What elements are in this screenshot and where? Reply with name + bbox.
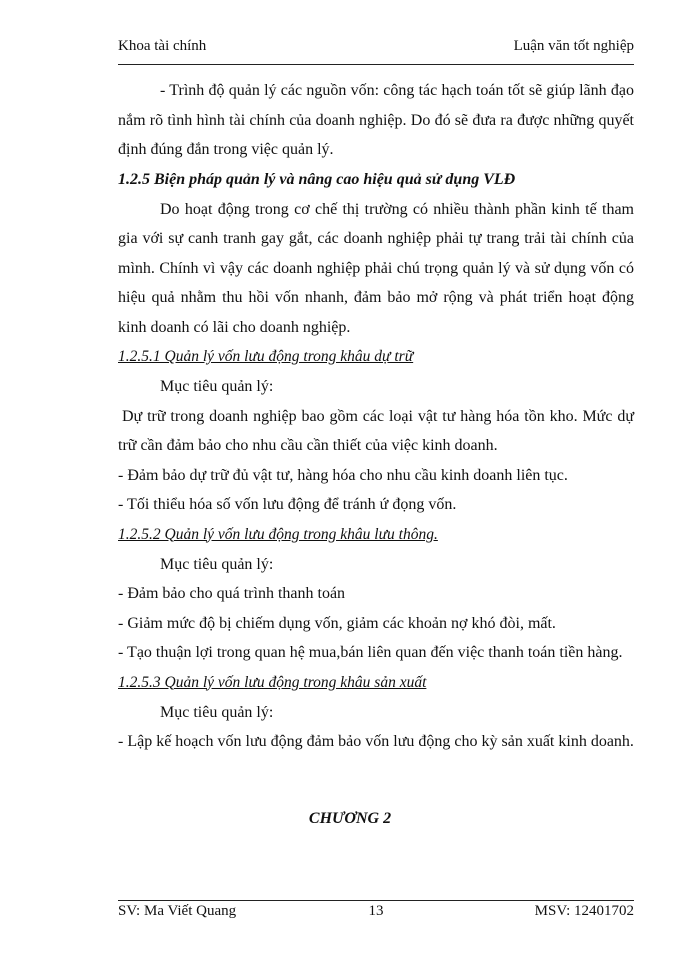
bullet-payment-process: - Đảm bảo cho quá trình thanh toán	[118, 585, 346, 602]
bullet-reduce-appropriation: - Giảm mức độ bị chiếm dụng vốn, giảm các khoản nợ khó đòi, mất.	[118, 614, 556, 632]
page-footer	[118, 900, 634, 920]
page-header	[118, 38, 634, 65]
page-content	[118, 76, 634, 757]
paragraph-market-mechanism: Do hoạt động trong cơ chế thị trường có nhiều thành phần kinh tế tham gia với sự canh tranh gay gắt, các doanh nghiệp phải tự trang trải tài chính của mình. Chính vì vậy các doanh nghiệp phải chú trọng quản lý và sử dụng vốn có hiệu quả nhằm thu hồi vốn nhanh, đảm bảo mở rộng và phát triển hoạt động kinh doanh có lãi cho doanh nghiệp.	[118, 200, 634, 336]
header-thesis-label: Luận văn tốt nghiệp	[513, 38, 634, 54]
objective-label: Mục tiêu quản lý:	[160, 378, 274, 395]
footer-student-id: MSV: 12401702	[534, 903, 634, 919]
section-heading-1-2-5-2: 1.2.5.2 Quản lý vốn lưu động trong khâu lưu thông.	[118, 525, 438, 543]
section-heading-1-2-5: 1.2.5 Biện pháp quản lý và nâng cao hiệu quả sử dụng VLĐ	[118, 170, 516, 188]
header-faculty: Khoa tài chính	[118, 38, 207, 54]
section-heading-1-2-5-1: 1.2.5.1 Quản lý vốn lưu động trong khâu dự trữ	[118, 348, 414, 365]
bullet-facilitate-trade: - Tạo thuận lợi trong quan hệ mua,bán liên quan đến việc thanh toán tiền hàng.	[118, 644, 623, 661]
paragraph-management-level: - Trình độ quản lý các nguồn vốn: công tác hạch toán tốt sẽ giúp lãnh đạo nắm rõ tình hình tài chính của doanh nghiệp. Do đó sẽ đưa ra được những quyết định đúng đắn trong việc quản lý.	[118, 82, 634, 158]
footer-student-name: SV: Ma Viết Quang	[118, 903, 237, 919]
bullet-ensure-inventory: - Đảm bảo dự trữ đủ vật tư, hàng hóa cho nhu cầu kinh doanh liên tục.	[118, 466, 568, 484]
chapter-title: CHƯƠNG 2	[308, 810, 392, 827]
bullet-capital-plan: - Lập kế hoạch vốn lưu động đảm bảo vốn lưu động cho kỳ sản xuất kinh doanh.	[118, 733, 634, 750]
section-heading-1-2-5-3: 1.2.5.3 Quản lý vốn lưu động trong khâu sản xuất	[118, 673, 427, 691]
page-number: 13	[368, 903, 384, 919]
objective-label: Mục tiêu quản lý:	[160, 703, 274, 721]
bullet-minimize-capital: - Tối thiểu hóa số vốn lưu động để tránh ứ đọng vốn.	[118, 496, 457, 513]
paragraph-inventory: Dự trữ trong doanh nghiệp bao gồm các loại vật tư hàng hóa tồn kho. Mức dự trữ cần đảm bảo cho nhu cầu cần thiết của việc kinh doanh.	[118, 407, 634, 454]
objective-label: Mục tiêu quản lý:	[160, 555, 274, 573]
